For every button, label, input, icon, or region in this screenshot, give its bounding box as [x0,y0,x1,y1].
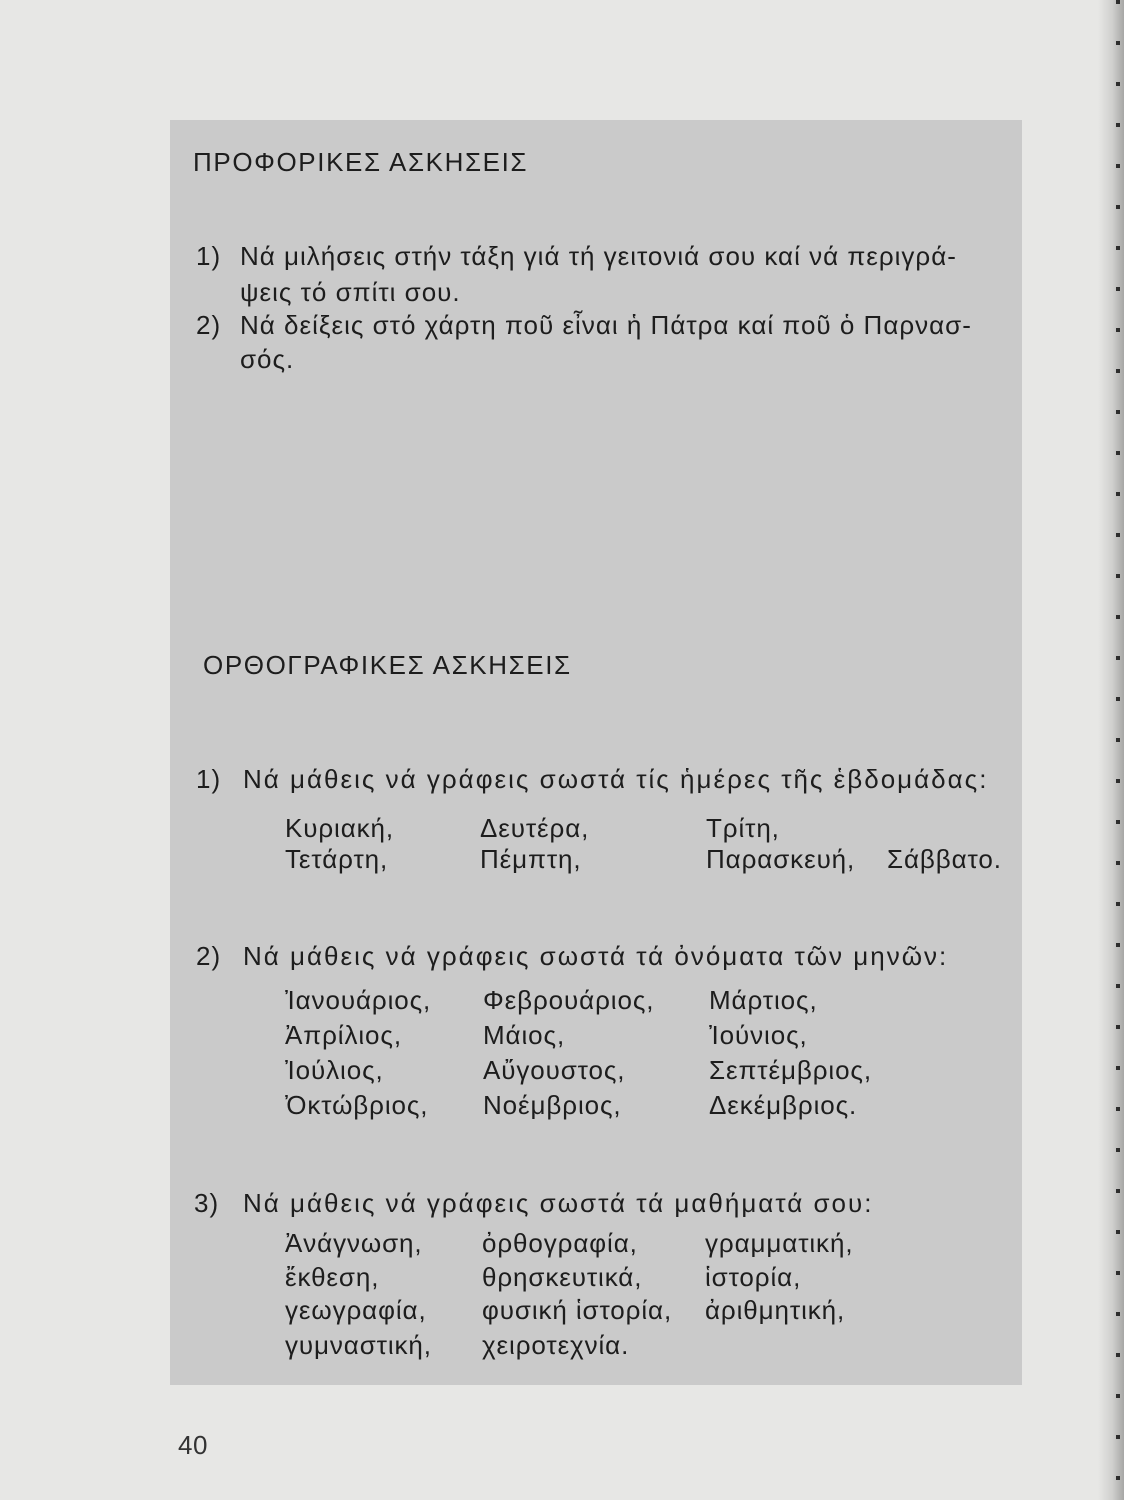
spelling-exercises-heading: ΟΡΘΟΓΡΑΦΙΚΕΣ ΑΣΚΗΣΕΙΣ [203,650,572,680]
subject-word: ὀρθογραφία, [482,1228,638,1258]
month-word: Σεπτέμβριος, [709,1055,872,1085]
oral-item-1-line-2: ψεις τό σπίτι σου. [240,277,461,307]
oral-item-2-line-2: σός. [240,344,295,374]
subject-word: ἔκθεση, [285,1262,380,1292]
subject-word: θρησκευτικά, [482,1262,643,1292]
weekday-word: Πέμπτη, [480,844,582,874]
weekday-word: Δευτέρα, [480,813,590,843]
month-word: Νοέμβριος, [483,1090,622,1120]
month-word: Αὔγουστος, [483,1055,626,1085]
month-word: Μάρτιος, [709,985,818,1015]
month-word: Ἰούνιος, [709,1020,808,1050]
oral-item-1-line-1: Νά μιλήσεις στήν τάξη γιά τή γειτονιά σου καί νά περιγρά- [240,241,957,271]
subject-word: γραμματική, [705,1228,854,1258]
month-word: Ἰούλιος, [285,1055,384,1085]
weekday-word: Τρίτη, [706,813,780,843]
month-word: Ἰανουάριος, [285,985,432,1015]
binding-stitch-dots [1116,0,1120,1500]
spelling-item-1-number: 1) [196,764,222,794]
subject-word: φυσική ἱστορία, [482,1295,673,1325]
oral-item-1-number: 1) [196,241,222,271]
subject-word: χειροτεχνία. [482,1330,630,1360]
spelling-item-2-number: 2) [196,941,222,971]
month-word: Μάιος, [483,1020,566,1050]
month-word: Ἀπρίλιος, [285,1020,402,1050]
subject-word: γεωγραφία, [285,1295,427,1325]
weekday-word: Κυριακή, [285,813,395,843]
month-word: Φεβρουάριος, [483,985,655,1015]
spelling-item-2-prompt: Νά μάθεις νά γράφεις σωστά τά ὀνόματα τῶν μηνῶν: [243,941,949,971]
spelling-item-3-number: 3) [194,1188,220,1218]
weekday-word: Τετάρτη, [285,844,389,874]
subject-word: ἀριθμητική, [705,1295,846,1325]
month-word: Ὀκτώβριος, [285,1090,429,1120]
weekday-word: Παρασκευή, [706,844,856,874]
spelling-item-3-prompt: Νά μάθεις νά γράφεις σωστά τά μαθήματά σου: [243,1188,874,1218]
month-word: Δεκέμβριος. [709,1090,858,1120]
subject-word: ἱστορία, [705,1262,802,1292]
subject-word: Ἀνάγνωση, [285,1228,423,1258]
oral-item-2-number: 2) [196,310,222,340]
weekday-word: Σάββατο. [887,844,1002,874]
binding-shadow [1098,0,1124,1500]
page-number: 40 [178,1430,208,1460]
oral-exercises-heading: ΠΡΟΦΟΡΙΚΕΣ ΑΣΚΗΣΕΙΣ [193,147,529,177]
oral-item-2-line-1: Νά δείξεις στό χάρτη ποῦ εἶναι ἡ Πάτρα καί ποῦ ὁ Παρνασ- [240,310,972,340]
spelling-item-1-prompt: Νά μάθεις νά γράφεις σωστά τίς ἡμέρες τῆς ἑβδομάδας: [243,764,989,794]
subject-word: γυμναστική, [285,1330,432,1360]
